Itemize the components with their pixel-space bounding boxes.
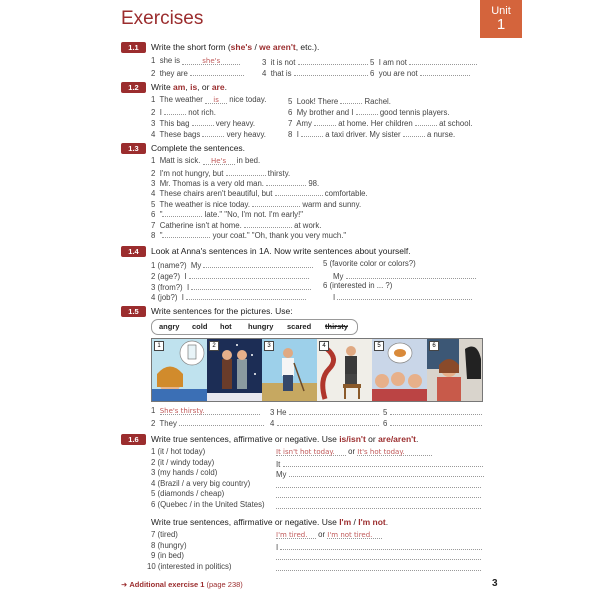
picture-angry-woman [427, 339, 482, 401]
word: hot [220, 322, 232, 331]
exercise-item: 4 that is [262, 67, 368, 78]
picture-number: 2 [209, 341, 219, 351]
exercise-item: 5 The weather is nice today. warm and sunny. [151, 200, 362, 209]
arrow-right-icon: ➜ [121, 580, 128, 589]
exercise-item: 2 They [151, 417, 264, 428]
page-number: 3 [492, 578, 498, 589]
word: angry [159, 322, 180, 331]
exercise-item: 4 (Brazil / a very big country) [151, 479, 251, 488]
picture-hungry-family [372, 339, 427, 401]
exercise-item: 6 " late." "No, I'm not. I'm early!" [151, 210, 304, 219]
exercise-item: 4 (job?) I [151, 291, 306, 302]
unit-badge [480, 0, 522, 38]
word: scared [287, 322, 312, 331]
answer-line: It isn't hot today. or It's hot today. [276, 447, 432, 456]
exercise-item: 4 These bags very heavy. [151, 130, 266, 139]
exercise-instruction: Write am, is, or are. [151, 82, 227, 92]
exercise-badge: 1.3 [121, 143, 146, 154]
exercise-item: I [333, 291, 472, 302]
exercise-item: 6 My brother and I good tennis players. [288, 108, 450, 117]
picture-scared-man [317, 339, 372, 401]
exercise-badge: 1.4 [121, 246, 146, 257]
picture-number: 1 [154, 341, 164, 351]
exercise-item: 1 She's thirsty. [151, 406, 260, 415]
answer-line: It [276, 458, 483, 469]
exercise-item: 1 she is she's [151, 56, 240, 65]
exercise-item: 5 (diamonds / cheap) [151, 489, 225, 498]
exercise-item: 1 (it / hot today) [151, 447, 206, 456]
exercise-item: 4 These chairs aren't beautiful, but comfortable. [151, 189, 368, 198]
word-box [151, 319, 358, 335]
exercise-item: 8 I a taxi driver. My sister a nurse. [288, 130, 456, 139]
additional-exercise-link[interactable]: ➜ Additional exercise 1 (page 238) [121, 580, 243, 589]
exercise-item: 1 (name?) My [151, 259, 313, 270]
picture-number: 5 [374, 341, 384, 351]
answer-line: I'm tired. or I'm not tired. [276, 530, 382, 539]
exercise-item: 7 Amy at home. Her children at school. [288, 119, 473, 128]
picture-cold-couple [207, 339, 262, 401]
picture-number: 6 [429, 341, 439, 351]
exercise-item: 3 (my hands / cold) [151, 468, 218, 477]
exercise-item: My [333, 270, 476, 281]
exercise-item: 5 (favorite color or colors?) [323, 259, 416, 268]
exercise-item: 6 you are not [370, 67, 470, 78]
exercise-item: 6 (interested in ... ?) [323, 281, 393, 290]
exercise-item: 8 (hungry) [151, 541, 187, 550]
exercise-badge: 1.6 [121, 434, 146, 445]
exercise-item: 3 He [270, 406, 379, 417]
picture-hot-man [262, 339, 317, 401]
exercise-item: 4 [270, 417, 379, 428]
word: cold [192, 322, 208, 331]
exercise-item: 9 (in bed) [151, 551, 184, 560]
exercise-badge: 1.5 [121, 306, 146, 317]
page-title: Exercises [121, 8, 204, 29]
exercise-instruction: Complete the sentences. [151, 143, 246, 153]
exercise-item: 3 it is not [262, 56, 368, 67]
exercise-item: 3 Mr. Thomas is a very old man. 98. [151, 179, 320, 188]
exercise-item: 7 Catherine isn't at home. at work. [151, 221, 322, 230]
answer-line: I [276, 541, 482, 552]
exercise-badge: 1.2 [121, 82, 146, 93]
exercise-item: 1 Matt is sick. He's in bed. [151, 156, 261, 165]
exercise-item: 6 [383, 417, 482, 428]
answer-line [276, 489, 481, 500]
exercise-item: 5 I am not [370, 56, 477, 67]
picture-number: 4 [319, 341, 329, 351]
exercise-instruction: Write the short form (she's / we aren't, etc.). [151, 42, 320, 52]
exercise-item: 6 (Quebec / in the United States) [151, 500, 265, 509]
exercise-item: 5 Look! There Rachel. [288, 97, 391, 106]
exercise-badge: 1.1 [121, 42, 146, 53]
exercise-instruction: Write sentences for the pictures. Use: [151, 306, 293, 316]
exercise-item: 7 (tired) [151, 530, 178, 539]
picture-strip [151, 338, 483, 402]
exercise-item: 5 [383, 406, 482, 417]
exercise-item: 10 (interested in politics) [147, 562, 232, 571]
exercise-item: 3 (from?) I [151, 281, 311, 292]
picture-number: 3 [264, 341, 274, 351]
exercise-item: 2 they are [151, 67, 244, 78]
picture-thirsty-woman [152, 339, 207, 401]
unit-number: 1 [496, 16, 506, 33]
exercise-instruction: Write true sentences, affirmative or negative. Use is/isn't or are/aren't. [151, 434, 419, 444]
exercise-item: 2 I not rich. [151, 108, 216, 117]
exercise-item: 2 (it / windy today) [151, 458, 215, 467]
exercise-item: 3 This bag very heavy. [151, 119, 256, 128]
exercise-item: 2 I'm not hungry, but thirsty. [151, 169, 291, 178]
answer-line [276, 551, 481, 562]
unit-label: Unit [491, 5, 511, 17]
exercise-item: 8 " your coat." "Oh, thank you very much." [151, 231, 347, 240]
exercise-item: 1 The weather is nice today. [151, 95, 267, 104]
answer-line: My [276, 468, 484, 479]
exercise-instruction: Write true sentences, affirmative or negative. Use I'm / I'm not. [151, 517, 389, 527]
word: hungry [248, 322, 274, 331]
answer-line [276, 500, 481, 511]
exercise-instruction: Look at Anna's sentences in 1A. Now write sentences about yourself. [151, 246, 411, 256]
exercise-item: 2 (age?) I [151, 270, 309, 281]
word-used: thirsty [325, 322, 348, 331]
answer-line [276, 562, 481, 573]
